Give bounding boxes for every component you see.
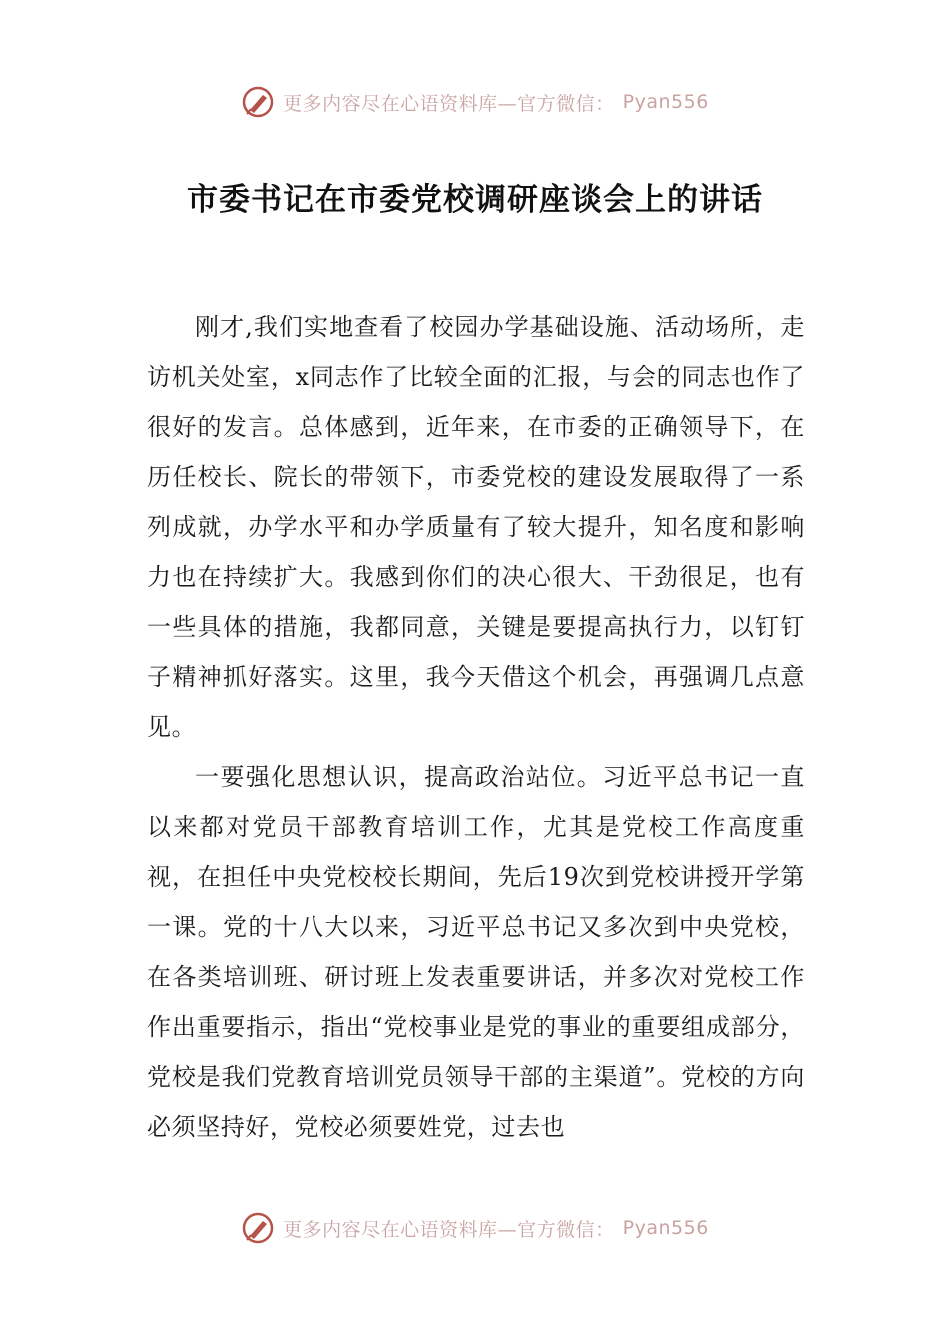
pen-logo-icon — [241, 85, 275, 119]
watermark-wechat-id: Pyan556 — [622, 91, 709, 113]
watermark-text: 更多内容尽在心语资料库—官方微信： — [283, 92, 615, 115]
watermark-wechat-id: Pyan556 — [622, 1217, 709, 1239]
footer-watermark — [0, 1208, 950, 1248]
paragraph: 一要强化思想认识，提高政治站位。习近平总书记一直以来都对党员干部教育培训工作，尤其是党校工作高度重视，在担任中央党校校长期间，先后19次到党校讲授开学第一课。党的十八大以来，习近平总书记又多次到中央党校，在各类培训班、研讨班上发表重要讲话，并多次对党校工作作出重要指示，指出“党校事业是党的事业的重要组成部分，党校是我们党教育培训党员领导干部的主渠道”。党校的方向必须坚持好，党校必须要姓党，过去也 — [147, 763, 805, 1141]
document-body — [147, 302, 805, 1152]
watermark-text: 更多内容尽在心语资料库—官方微信： — [283, 1218, 615, 1241]
header-watermark — [0, 82, 950, 122]
pen-logo-icon — [241, 1211, 275, 1245]
document-title: 市委书记在市委党校调研座谈会上的讲话 — [187, 182, 763, 218]
paragraph: 刚才,我们实地查看了校园办学基础设施、活动场所，走访机关处室，x同志作了比较全面的汇报，与会的同志也作了很好的发言。总体感到，近年来，在市委的正确领导下，在历任校长、院长的带领下，市委党校的建设发展取得了一系列成就，办学水平和办学质量有了较大提升，知名度和影响力也在持续扩大。我感到你们的决心很大、干劲很足，也有一些具体的措施，我都同意，关键是要提高执行力，以钉钉子精神抓好落实。这里，我今天借这个机会，再强调几点意见。 — [147, 313, 805, 741]
